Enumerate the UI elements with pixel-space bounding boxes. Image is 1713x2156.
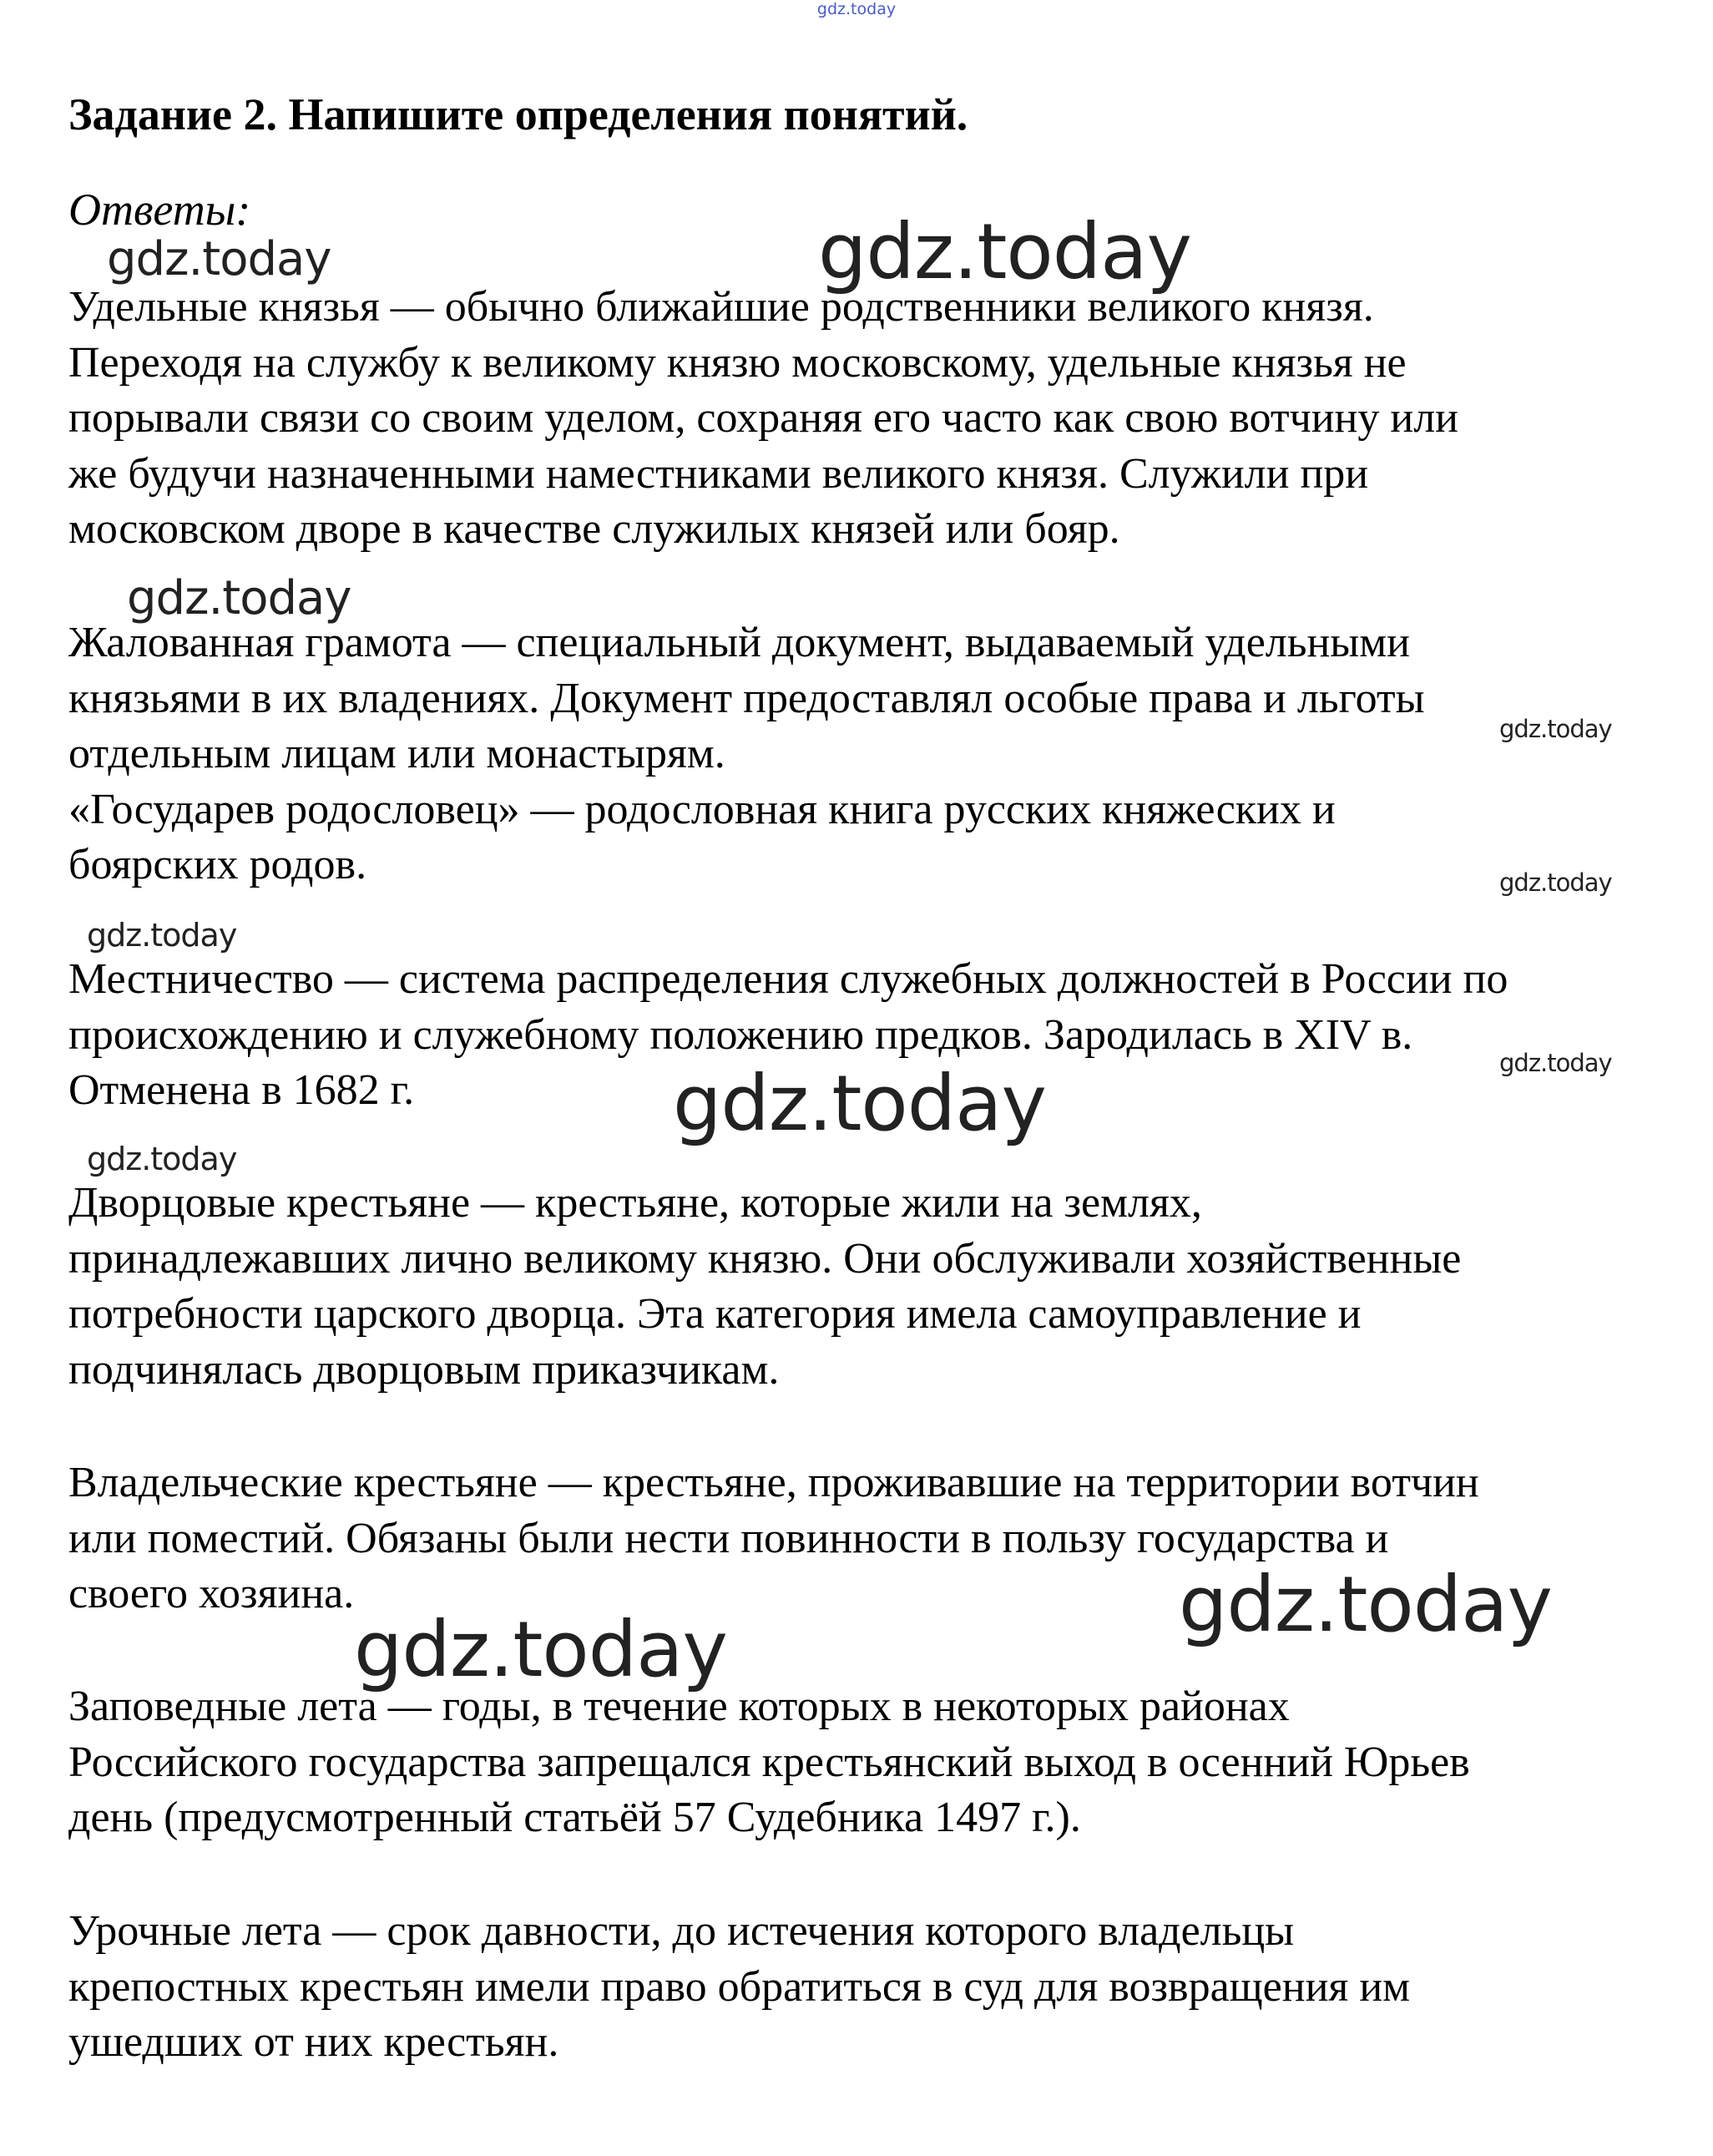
paragraph-line: или поместий. Обязаны были нести повинности в пользу государства и (68, 1514, 1389, 1562)
watermark: gdz.today (1499, 1049, 1612, 1077)
paragraph-line: крепостных крестьян имели право обратиться в суд для возвращения им (68, 1962, 1411, 2011)
paragraph-line: Переходя на службу к великому князю московскому, удельные князья не (68, 338, 1407, 387)
paragraph-line: Жалованная грамота — специальный документ, выдаваемый удельными (68, 619, 1410, 666)
definition-paragraph-udelnye-knyazya (68, 280, 1705, 558)
answers-label: Ответы: (68, 185, 251, 235)
header-watermark: gdz.today (816, 0, 897, 18)
paragraph-line: подчинялась дворцовым приказчикам. (68, 1345, 780, 1394)
paragraph-line: Удельные князья — обычно ближайшие родственники великого князя. (68, 283, 1374, 331)
paragraph-line: боярских родов. (68, 841, 367, 888)
paragraph-line: потребности царского дворца. Эта категория имела самоуправление и (68, 1290, 1362, 1338)
paragraph-line: Заповедные лета — годы, в течение которых в некоторых районах (68, 1683, 1290, 1730)
paragraph-line: Отменена в 1682 г. (68, 1066, 415, 1114)
paragraph-line: происхождению и служебному положению предков. Зародилась в XIV в. (68, 1010, 1413, 1059)
task-title: Задание 2. Напишите определения понятий. (68, 89, 968, 139)
watermark: gdz.today (87, 917, 237, 954)
paragraph-line: своего хозяина. (68, 1570, 355, 1617)
paragraph-line: день (предусмотренный статьёй 57 Судебника 1497 г.). (68, 1794, 1081, 1841)
watermark: gdz.today (354, 1605, 727, 1694)
definition-paragraph-zapovednye-leta (68, 1679, 1705, 1846)
watermark: gdz.today (87, 1141, 237, 1177)
paragraph-line: Российского государства запрещался крестьянский выход в осенний Юрьев (68, 1738, 1470, 1786)
paragraph-line: Урочные лета — срок давности, до истечения которого владельцы (68, 1907, 1295, 1955)
watermark: gdz.today (1499, 715, 1612, 743)
watermark: gdz.today (107, 232, 331, 286)
paragraph-line: же будучи назначенными наместниками великого князя. Служили при (68, 449, 1369, 498)
paragraph-line: «Государев родословец» — родословная книга русских княжеских и (68, 785, 1336, 833)
paragraph-line: Дворцовые крестьяне — крестьяне, которые жили на землях, (68, 1179, 1202, 1227)
paragraph-line: Местничество — система распределения служебных должностей в России по (68, 955, 1508, 1003)
paragraph-line: отдельным лицам или монастырям. (68, 730, 725, 777)
definition-paragraph-urochnye-leta (68, 1904, 1705, 2071)
watermark: gdz.today (127, 571, 351, 625)
watermark: gdz.today (1179, 1560, 1552, 1649)
paragraph-line: князьями в их владениях. Документ предоставлял особые права и льготы (68, 674, 1425, 722)
definition-paragraph-dvortsovye-krestyane (68, 1176, 1705, 1398)
definition-paragraph-zhalovannaya-gramota (68, 615, 1705, 893)
paragraph-line: Владельческие крестьяне — крестьяне, проживавшие на территории вотчин (68, 1459, 1479, 1506)
paragraph-line: принадлежавших лично великому князю. Они обслуживали хозяйственные (68, 1234, 1462, 1283)
paragraph-line: порывали связи со своим уделом, сохраняя его часто как свою вотчину или (68, 394, 1458, 442)
paragraph-line: московском дворе в качестве служилых князей или бояр. (68, 505, 1120, 553)
watermark: gdz.today (818, 207, 1191, 296)
watermark: gdz.today (1499, 868, 1612, 897)
watermark: gdz.today (673, 1059, 1046, 1148)
paragraph-line: ушедших от них крестьян. (68, 2018, 559, 2066)
